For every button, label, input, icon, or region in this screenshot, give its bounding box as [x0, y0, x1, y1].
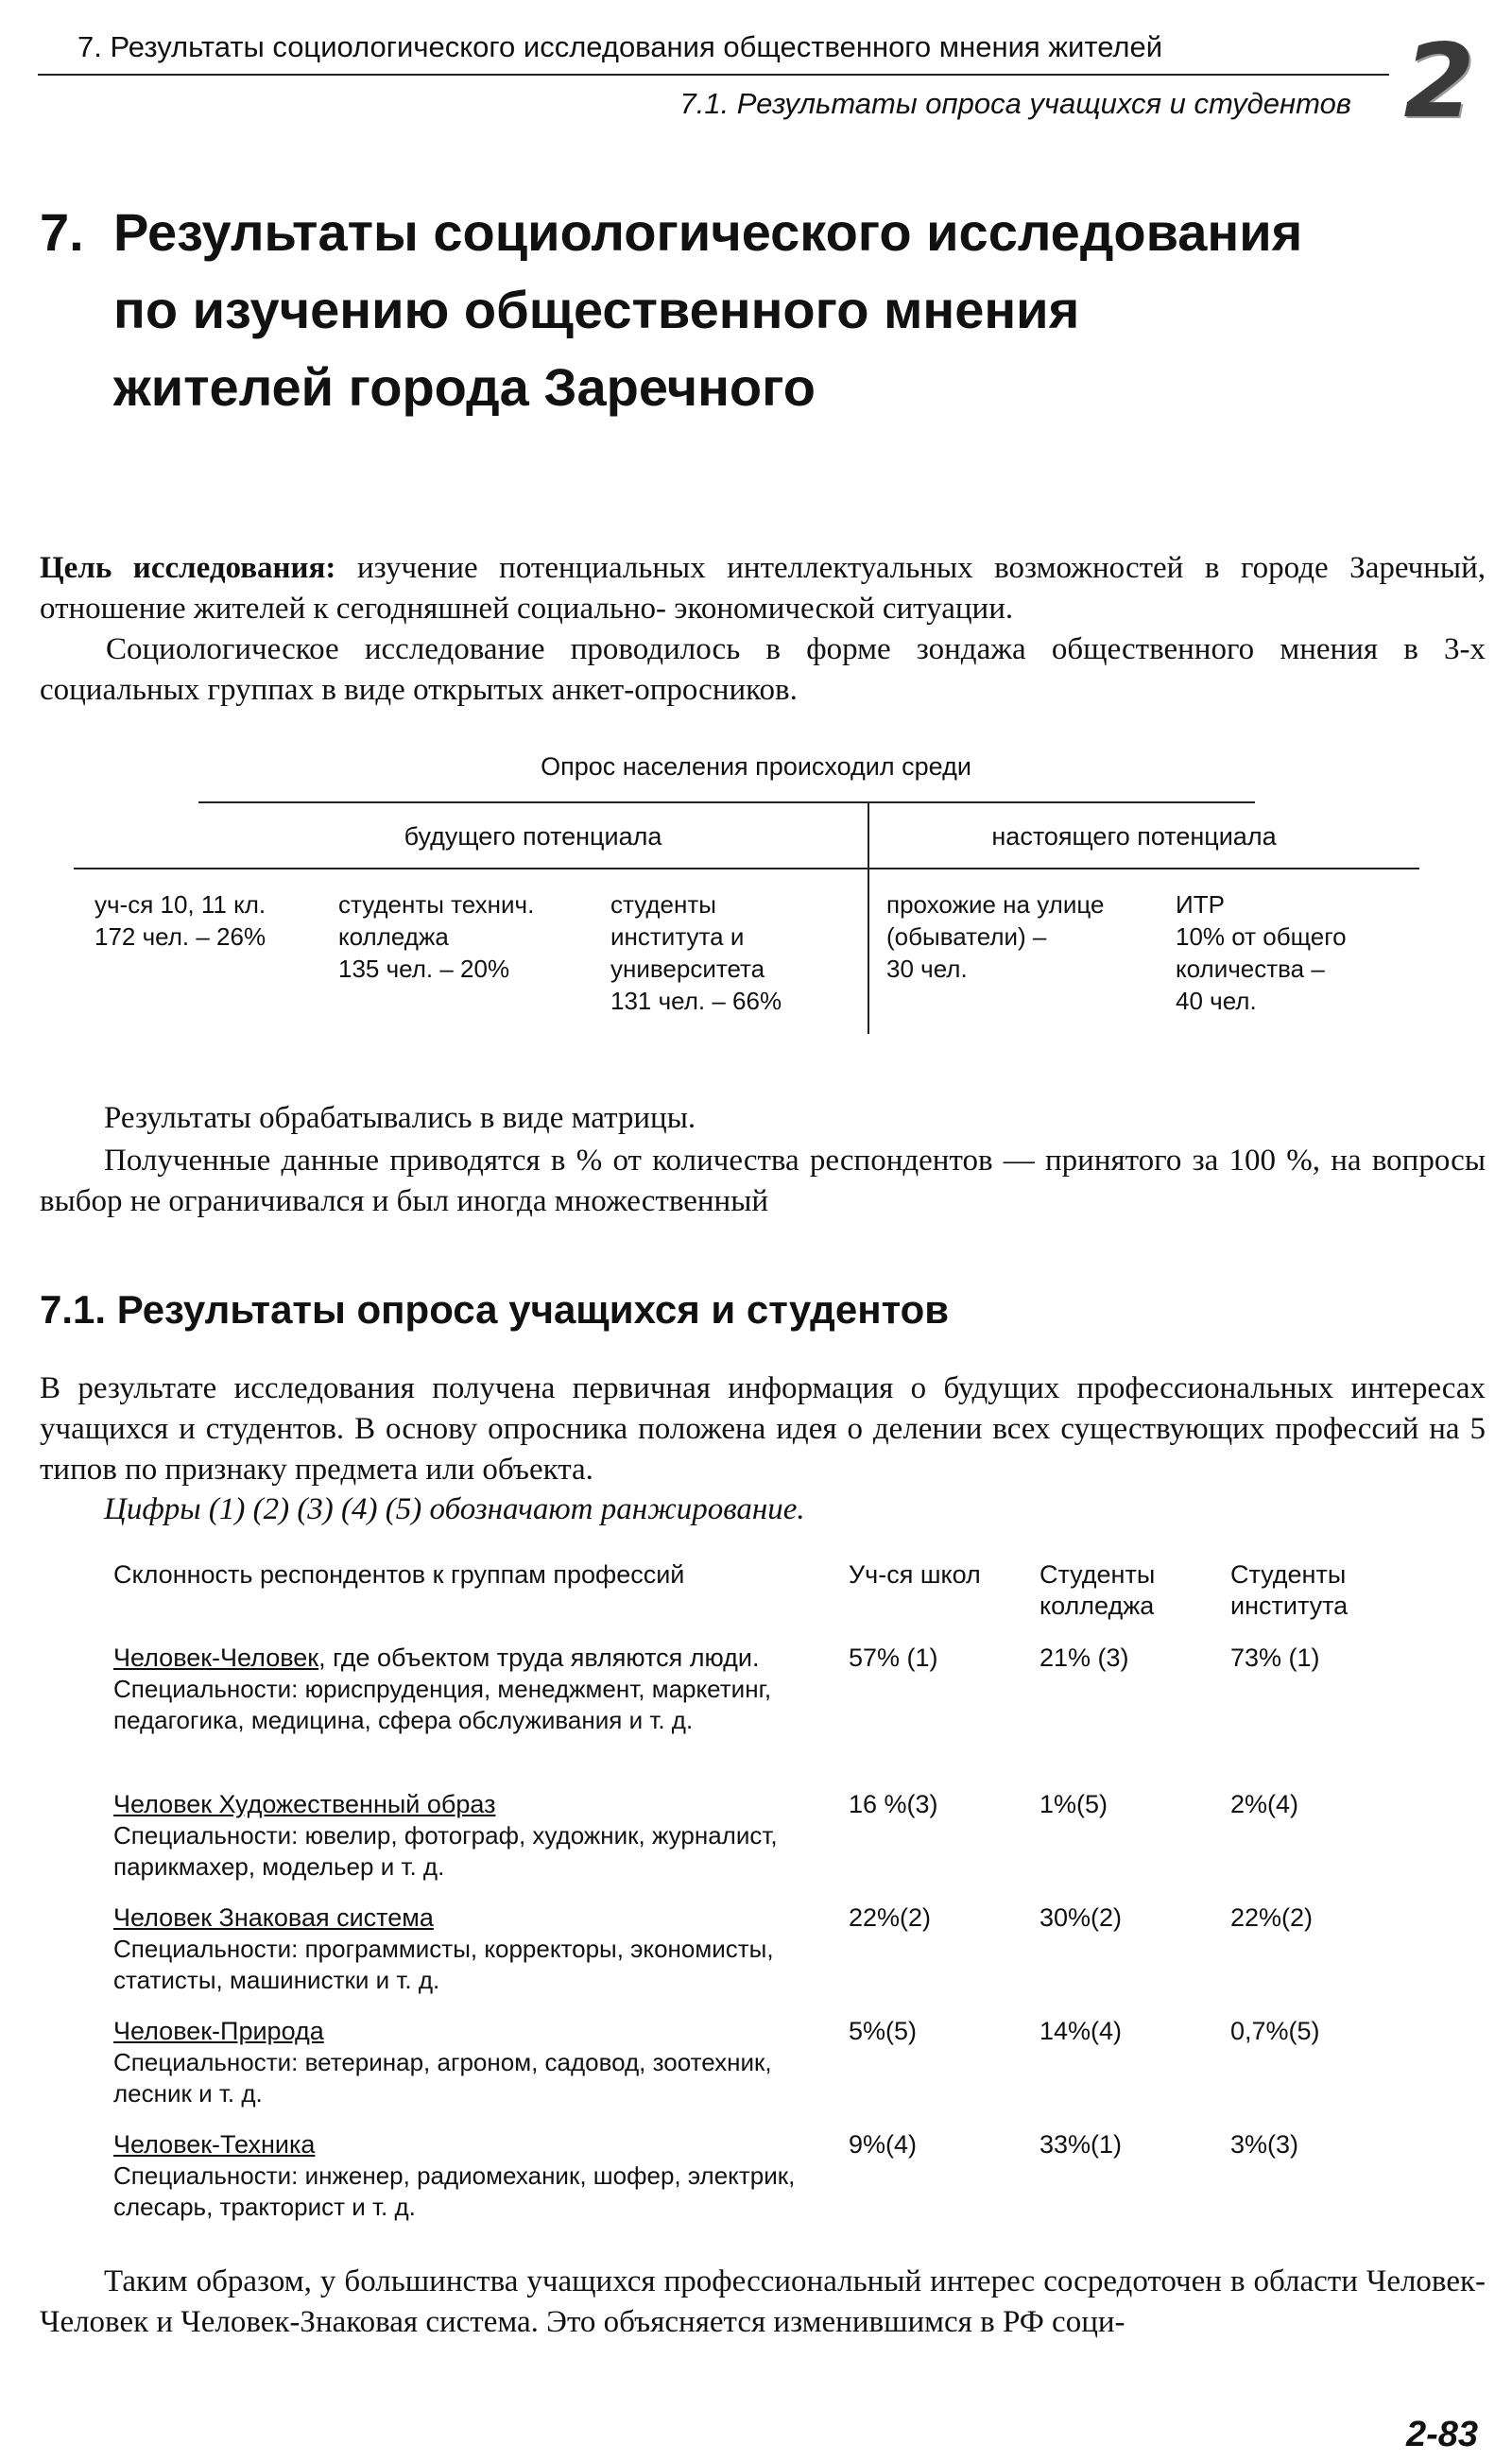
ranking-note: Цифры (1) (2) (3) (4) (5) обозначают ранжирование. — [104, 1492, 805, 1526]
table-header-institute: Студенты института — [1230, 1560, 1349, 1620]
profession-type-name: Человек-Человек — [113, 1644, 319, 1672]
cell-school: 5%(5) — [849, 2017, 918, 2045]
future-potential-label: будущего потенциала — [404, 822, 662, 851]
cell-school: 9%(4) — [849, 2130, 918, 2159]
goal-paragraph — [40, 548, 1486, 629]
section-paragraph: В результате исследования получена первичная информация о будущих профессиональных интересах учащихся и студентов. В основу опросника положена идея о делении всех существующих профессий на 5 типов по признаку предмета или объекта. — [40, 1371, 1486, 1487]
row-title — [113, 2016, 832, 2047]
method-paragraph: Социологическое исследование проводилось в форме зондажа общественного мнения в 3-х социальных группах в виде открытых анкет-опросников. — [40, 632, 1486, 707]
goal-text: изучение потенциальных интеллектуальных возможностей в городе Заречный, отношение жителей к сегодняшней социально- экономической ситуации. — [40, 551, 1486, 626]
cell-college: 14%(4) — [1040, 2017, 1123, 2045]
table-row — [113, 2129, 832, 2223]
profession-specialties: Специальности: ювелир, фотограф, художник, журналист, парикмахер, модельер и т. д. — [113, 1821, 778, 1881]
survey-group-itr: ИТР 10% от общего количества – 40 чел. — [1176, 890, 1347, 1015]
cell-college: 30%(2) — [1040, 1903, 1123, 1932]
row-title — [113, 2129, 832, 2160]
running-header-chapter: 7. Результаты социологического исследования общественного мнения жителей — [77, 30, 1163, 63]
table-header-college: Студенты колледжа — [1040, 1560, 1156, 1620]
page-title — [40, 194, 1302, 426]
page-title-line-1: 7. Результаты социологического исследования — [40, 194, 1302, 271]
cell-institute: 22%(2) — [1230, 1903, 1314, 1932]
profession-type-name: Человек-Техника — [113, 2130, 316, 2159]
survey-tree-top-line — [198, 801, 1255, 803]
table-row — [113, 1789, 832, 1883]
cell-institute: 0,7%(5) — [1230, 2017, 1320, 2045]
profession-type-name: Человек Художественный образ — [113, 1790, 496, 1818]
survey-group-school: уч-ся 10, 11 кл. 172 чел. – 26% — [94, 890, 266, 951]
survey-group-institute: студенты института и университета 131 чел. – 66% — [610, 890, 782, 1015]
section-title: 7.1. Результаты опроса учащихся и студентов — [40, 1287, 950, 1332]
survey-group-college: студенты технич. колледжа 135 чел. – 20% — [338, 890, 535, 983]
survey-tree-mid-line — [74, 868, 1419, 869]
cell-school: 16 %(3) — [849, 1790, 938, 1818]
table-row — [113, 1902, 832, 1996]
profession-specialties: Специальности: программисты, корректоры, экономисты, статисты, машинистки и т. д. — [113, 1935, 774, 1994]
results-paragraph-2: Полученные данные приводятся в % от количества респондентов — принятого за 100 %, на вопросы выбор не ограничивался и был иногда множественный — [40, 1144, 1486, 1218]
cell-institute: 2%(4) — [1230, 1790, 1299, 1818]
chapter-badge — [1397, 23, 1482, 141]
cell-institute: 3%(3) — [1230, 2130, 1299, 2159]
table-header-school: Уч-ся школ — [849, 1560, 981, 1589]
profession-specialties: Специальности: юриспруденция, менеджмент, маркетинг, педагогика, медицина, сфера обслуживания и т. д. — [113, 1675, 772, 1734]
survey-group-passersby: прохожие на улице (обыватели) – 30 чел. — [886, 890, 1105, 983]
cell-college: 33%(1) — [1040, 2130, 1123, 2159]
running-header-section: 7.1. Результаты опроса учащихся и студентов — [679, 87, 1351, 120]
page-number: 2-83 — [1405, 2415, 1478, 2454]
goal-label: Цель исследования: — [40, 551, 336, 585]
row-title — [113, 1902, 832, 1934]
survey-tree-caption: Опрос населения происходил среди — [541, 752, 971, 781]
table-row — [113, 1643, 832, 1736]
results-paragraph-1: Результаты обрабатывались в виде матрицы. — [104, 1101, 696, 1135]
title-number: 7. — [40, 202, 84, 262]
header-divider — [38, 74, 1389, 76]
cell-school: 22%(2) — [849, 1903, 932, 1932]
profession-type-name: Человек-Природа — [113, 2017, 324, 2045]
page-title-line-2: по изучению общественного мнения — [113, 280, 1080, 339]
cell-college: 1%(5) — [1040, 1790, 1108, 1818]
profession-specialties: Специальности: ветеринар, агроном, садовод, зоотехник, лесник и т. д. — [113, 2048, 772, 2108]
row-title — [113, 1789, 832, 1820]
cell-institute: 73% (1) — [1230, 1644, 1320, 1672]
table-row — [113, 2016, 832, 2109]
cell-college: 21% (3) — [1040, 1644, 1129, 1672]
profession-type-name: Человек Знаковая система — [113, 1903, 434, 1932]
table-header-category: Склонность респондентов к группам профессий — [113, 1560, 685, 1589]
page-title-line-3: жителей города Заречного — [113, 357, 816, 417]
cell-school: 57% (1) — [849, 1644, 938, 1672]
chapter-badge-digit: 2 — [1403, 23, 1475, 141]
row-title — [113, 1643, 832, 1674]
profession-specialties: Специальности: инженер, радиомеханик, шофер, электрик, слесарь, тракторист и т. д. — [113, 2161, 796, 2221]
present-potential-label: настоящего потенциала — [991, 822, 1277, 851]
profession-type-suffix: , где объектом труда являются люди. — [318, 1644, 760, 1672]
conclusion-paragraph: Таким образом, у большинства учащихся профессиональный интерес сосредоточен в области Человек-Человек и Человек-Знаковая система. Это объясняется изменившимся в РФ соци- — [40, 2264, 1486, 2339]
